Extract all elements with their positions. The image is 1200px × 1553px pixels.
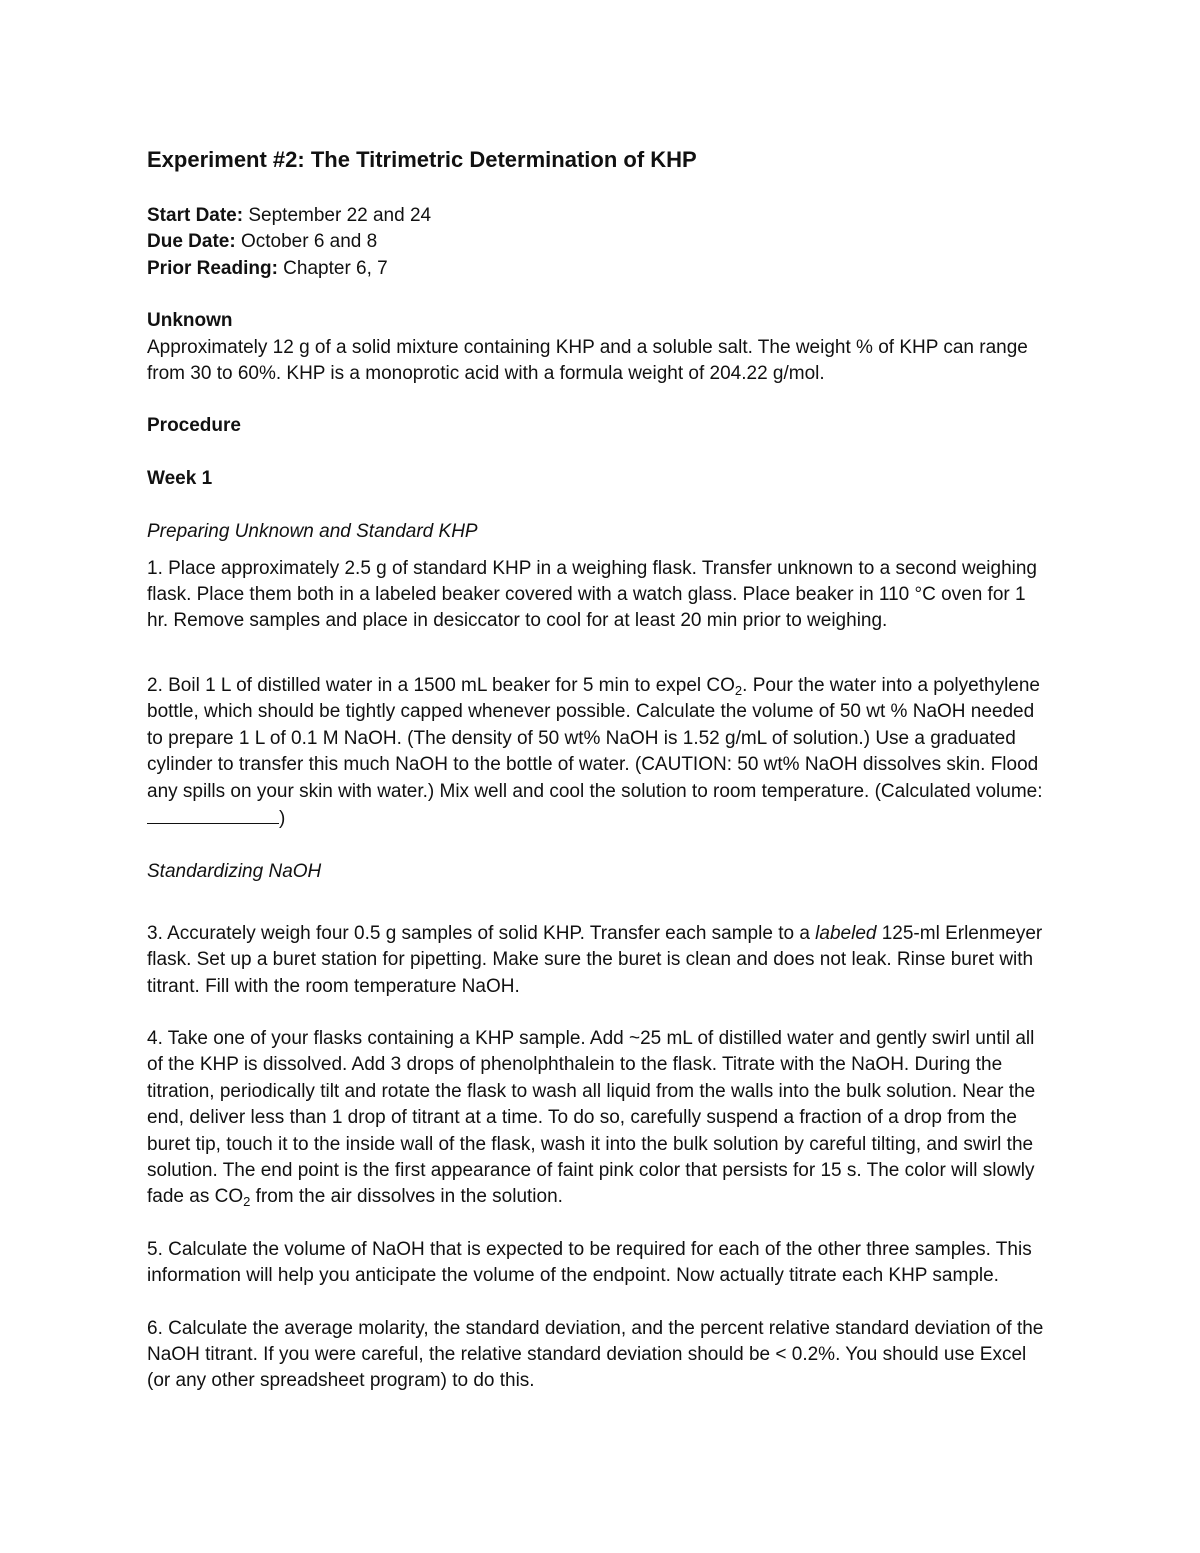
- step-4-subscript: 2: [243, 1194, 251, 1210]
- step-2-text-end: ): [279, 807, 286, 829]
- step-3-italic: labeled: [815, 922, 877, 944]
- section-preparing-heading: Preparing Unknown and Standard KHP: [147, 521, 478, 543]
- due-date-line: [147, 229, 1050, 255]
- start-date-line: [147, 203, 1050, 229]
- step-2-text-b: . Pour the water into a polyethylene bottle, which should be tightly capped whenever possible. Calculate the volume of 50 wt % NaOH needed to prepare 1 L of 0.1 M NaOH. (The density of 50 wt% NaOH is 1.52 g/mL of solution.) Use a graduated cylinder to transfer this much NaOH to the bottle of water. (CAUTION: 50 wt% NaOH dissolves skin. Flood any spills on your skin with water.) Mix well and cool the solution to room temperature. (Calculated volume:: [147, 674, 1043, 802]
- start-date-value: September 22 and 24: [243, 205, 432, 226]
- prior-reading-label: Prior Reading:: [147, 257, 278, 279]
- step-4: [147, 1026, 1050, 1211]
- unknown-heading: Unknown: [147, 310, 233, 332]
- step-2: [147, 673, 1050, 832]
- step-3-text-b: 125-ml Erlenmeyer flask. Set up a buret station for pipetting. Make sure the buret is clean and does not leak. Rinse buret with titrant. Fill with the room temperature NaOH.: [147, 922, 1043, 997]
- step-5: 5. Calculate the volume of NaOH that is expected to be required for each of the other three samples. This information will help you anticipate the volume of the endpoint. Now actually titrate each KHP sample.: [147, 1238, 1032, 1287]
- step-3-text-a: 3. Accurately weigh four 0.5 g samples of solid KHP. Transfer each sample to a: [147, 922, 816, 944]
- unknown-description: Approximately 12 g of a solid mixture containing KHP and a soluble salt. The weight % of KHP can range from 30 to 60%. KHP is a monoprotic acid with a formula weight of 204.22 g/mol.: [147, 336, 1028, 385]
- prior-reading-line: [147, 256, 1050, 282]
- prior-reading-value: Chapter 6, 7: [277, 257, 388, 279]
- week1-heading: Week 1: [147, 467, 213, 489]
- step-4-text-b: from the air dissolves in the solution.: [250, 1186, 563, 1208]
- due-date-value: October 6 and 8: [235, 231, 378, 253]
- document-title: Experiment #2: The Titrimetric Determination of KHP: [147, 147, 697, 172]
- procedure-heading: Procedure: [147, 415, 241, 437]
- step-6: 6. Calculate the average molarity, the standard deviation, and the percent relative standard deviation of the NaOH titrant. If you were careful, the relative standard deviation should be < 0.2%. You should use Excel (or any other spreadsheet program) to do this.: [147, 1317, 1044, 1392]
- due-date-label: Due Date:: [147, 231, 236, 253]
- step-3: [147, 921, 1050, 1000]
- calculated-volume-blank: [147, 805, 279, 824]
- step-4-text-a: 4. Take one of your flasks containing a KHP sample. Add ~25 mL of distilled water and gently swirl until all of the KHP is dissolved. Add 3 drops of phenolphthalein to the flask. Titrate with the NaOH. During the titration, periodically tilt and rotate the flask to wash all liquid from the walls into the bulk solution. Near the end, deliver less than 1 drop of titrant at a time. To do so, carefully suspend a fraction of a drop from the buret tip, touch it to the inside wall of the flask, wash it into the bulk solution by careful tilting, and swirl the solution. The end point is the first appearance of faint pink color that persists for 15 s. The color will slowly fade as CO: [147, 1027, 1036, 1208]
- start-date-label: Start Date:: [147, 205, 244, 226]
- step-1: 1. Place approximately 2.5 g of standard KHP in a weighing flask. Transfer unknown to a second weighing flask. Place them both in a labeled beaker covered with a watch glass. Place beaker in 110 °C oven for 1 hr. Remove samples and place in desiccator to cool for at least 20 min prior to weighing.: [147, 557, 1038, 632]
- step-2-text-a: 2. Boil 1 L of distilled water in a 1500 mL beaker for 5 min to expel CO: [147, 674, 735, 696]
- section-standardizing-heading: Standardizing NaOH: [147, 861, 322, 883]
- step-2-subscript: 2: [734, 682, 743, 698]
